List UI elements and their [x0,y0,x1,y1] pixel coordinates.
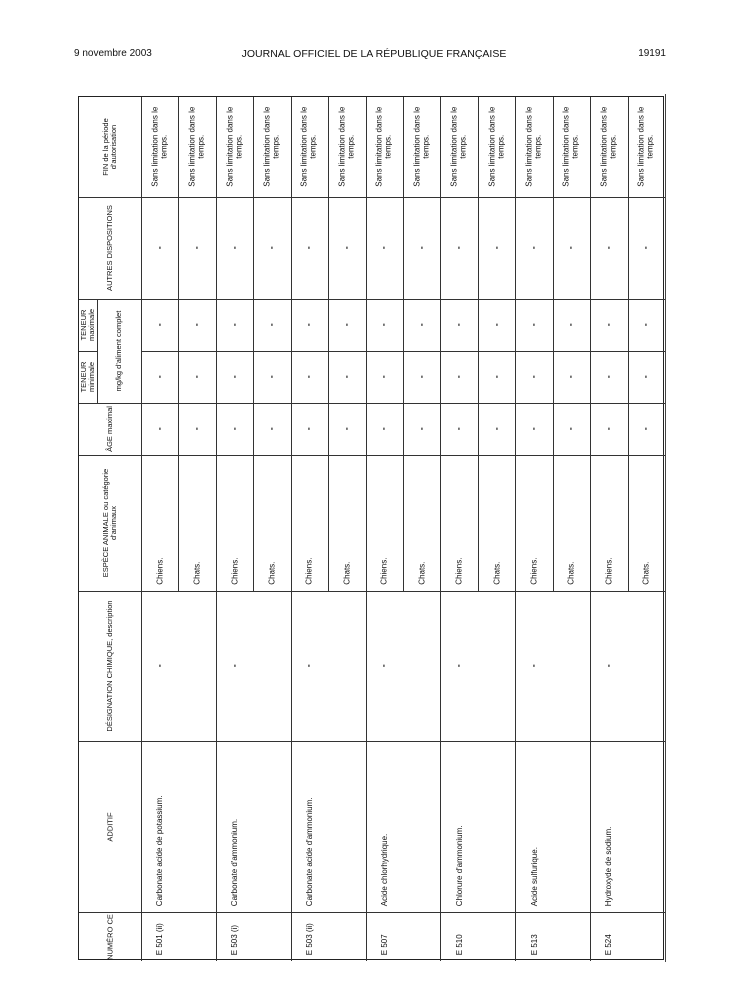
cell-additif: Chlorure d'ammonium. [453,825,463,906]
cell-additif: Acide chlorhydrique. [379,833,389,906]
cell-age: - [378,427,389,431]
cell-autres: - [453,246,464,250]
cell-age: - [453,427,464,431]
cell-espece: Chats. [641,561,651,585]
cell-teneur-min: - [528,375,539,379]
cell-numero: E 513 [528,934,538,955]
cell-fin: Sans limitation dans le temps. [374,106,393,188]
cell-age: - [565,427,576,431]
cell-age: - [490,427,501,431]
cell-teneur-max: - [603,323,614,327]
cell-espece: Chats. [491,561,501,585]
cell-autres: - [191,246,202,250]
cell-additif: Carbonate d'ammonium. [229,818,239,906]
cell-numero: E 524 [603,934,613,955]
cell-teneur-max: - [640,323,651,327]
cell-teneur-min: - [378,375,389,379]
header-age-maximal: ÂGE maximal [105,406,115,452]
cell-designation: - [303,664,314,668]
cell-autres: - [415,246,426,250]
cell-fin: Sans limitation dans le temps. [412,106,430,188]
authorization-table [78,96,664,960]
cell-teneur-max: - [303,323,314,327]
cell-teneur-min: - [490,375,501,379]
cell-teneur-max: - [453,323,464,327]
cell-additif: Carbonate acide d'ammonium. [304,797,314,906]
cell-espece: Chats. [416,561,426,585]
cell-age: - [640,427,651,431]
cell-fin: Sans limitation dans le temps. [636,106,655,188]
cell-espece: Chiens. [304,557,314,585]
cell-autres: - [303,246,314,250]
header-date: 9 novembre 2003 [74,48,152,59]
cell-numero: E 501 (ii) [154,922,164,955]
cell-fin: Sans limitation dans le temps. [487,106,505,188]
cell-espece: Chiens. [528,557,538,585]
cell-teneur-max: - [378,323,389,327]
cell-espece: Chiens. [603,557,613,585]
cell-designation: - [228,664,239,668]
cell-additif: Hydroxyde de sodium. [603,826,613,906]
cell-fin: Sans limitation dans le temps. [225,106,243,188]
header-designation-chimique: DÉSIGNATION CHIMIQUE, description [105,600,115,732]
cell-designation: - [378,664,389,668]
cell-teneur-min: - [640,375,651,379]
cell-age: - [528,427,539,431]
cell-autres: - [228,246,239,250]
cell-teneur-min: - [228,375,239,379]
cell-teneur-min: - [565,375,576,379]
cell-age: - [266,427,277,431]
header-unit: mg/kg d'aliment complet [114,310,124,392]
cell-espece: Chats. [266,561,276,585]
cell-teneur-min: - [266,375,277,379]
cell-fin: Sans limitation dans le temps. [150,106,168,188]
cell-espece: Chiens. [379,557,389,585]
header-title: JOURNAL OFFICIEL DE LA RÉPUBLIQUE FRANÇAISE [241,48,507,60]
cell-numero: E 503 (ii) [304,922,314,955]
cell-designation: - [453,664,464,668]
header-espece-animale: ESPÈCE ANIMALE ou catégorie d'animaux [101,468,118,578]
cell-fin: Sans limitation dans le temps. [599,106,617,188]
cell-teneur-max: - [266,323,277,327]
cell-espece: Chiens. [154,557,164,585]
cell-fin: Sans limitation dans le temps. [337,106,355,188]
header-numero-ce: NUMÉRO CE [105,913,115,960]
cell-teneur-max: - [528,323,539,327]
header-teneur-maximale: TENEUR maximale [79,308,96,342]
cell-additif: Acide sulfurique. [528,846,538,906]
cell-fin: Sans limitation dans le temps. [562,106,580,188]
cell-autres: - [528,246,539,250]
cell-teneur-max: - [341,323,352,327]
cell-teneur-min: - [415,375,426,379]
header-additif: ADDITIF [105,811,115,842]
cell-espece: Chats. [341,561,351,585]
header-page-number: 19191 [638,48,666,59]
cell-age: - [303,427,314,431]
cell-teneur-min: - [303,375,314,379]
cell-autres: - [565,246,576,250]
cell-fin: Sans limitation dans le temps. [449,106,468,188]
cell-autres: - [266,246,277,250]
cell-espece: Chiens. [453,557,463,585]
header-fin: FIN de la période d'autorisation [101,118,118,176]
cell-autres: - [640,246,651,250]
cell-autres: - [603,246,614,250]
cell-espece: Chats. [566,561,576,585]
cell-teneur-max: - [415,323,426,327]
cell-age: - [603,427,614,431]
cell-numero: E 510 [453,934,463,955]
cell-designation: - [603,664,614,668]
cell-age: - [153,427,164,431]
cell-espece: Chiens. [229,557,239,585]
cell-teneur-min: - [453,375,464,379]
cell-designation: - [528,664,539,668]
cell-autres: - [490,246,501,250]
cell-age: - [191,427,202,431]
cell-teneur-max: - [228,323,239,327]
cell-designation: - [153,664,164,668]
cell-teneur-max: - [191,323,202,327]
cell-additif: Carbonate acide de potassium. [154,795,164,906]
cell-fin: Sans limitation dans le temps. [524,106,542,188]
cell-teneur-max: - [153,323,164,327]
cell-autres: - [153,246,164,250]
cell-teneur-min: - [603,375,614,379]
cell-age: - [228,427,239,431]
cell-espece: Chats. [191,561,201,585]
cell-autres: - [341,246,352,250]
cell-teneur-max: - [490,323,501,327]
cell-fin: Sans limitation dans le temps. [300,106,318,188]
cell-teneur-min: - [341,375,352,379]
cell-autres: - [378,246,389,250]
cell-fin: Sans limitation dans le temps. [262,106,280,188]
cell-fin: Sans limitation dans le temps. [187,106,206,188]
header-autres-dispositions: AUTRES DISPOSITIONS [105,205,115,291]
cell-teneur-max: - [565,323,576,327]
cell-age: - [341,427,352,431]
header-teneur-minimale: TENEUR minimale [79,361,96,393]
cell-numero: E 503 (i) [229,924,239,955]
cell-teneur-min: - [191,375,202,379]
cell-age: - [415,427,426,431]
cell-teneur-min: - [153,375,164,379]
cell-numero: E 507 [379,934,389,955]
